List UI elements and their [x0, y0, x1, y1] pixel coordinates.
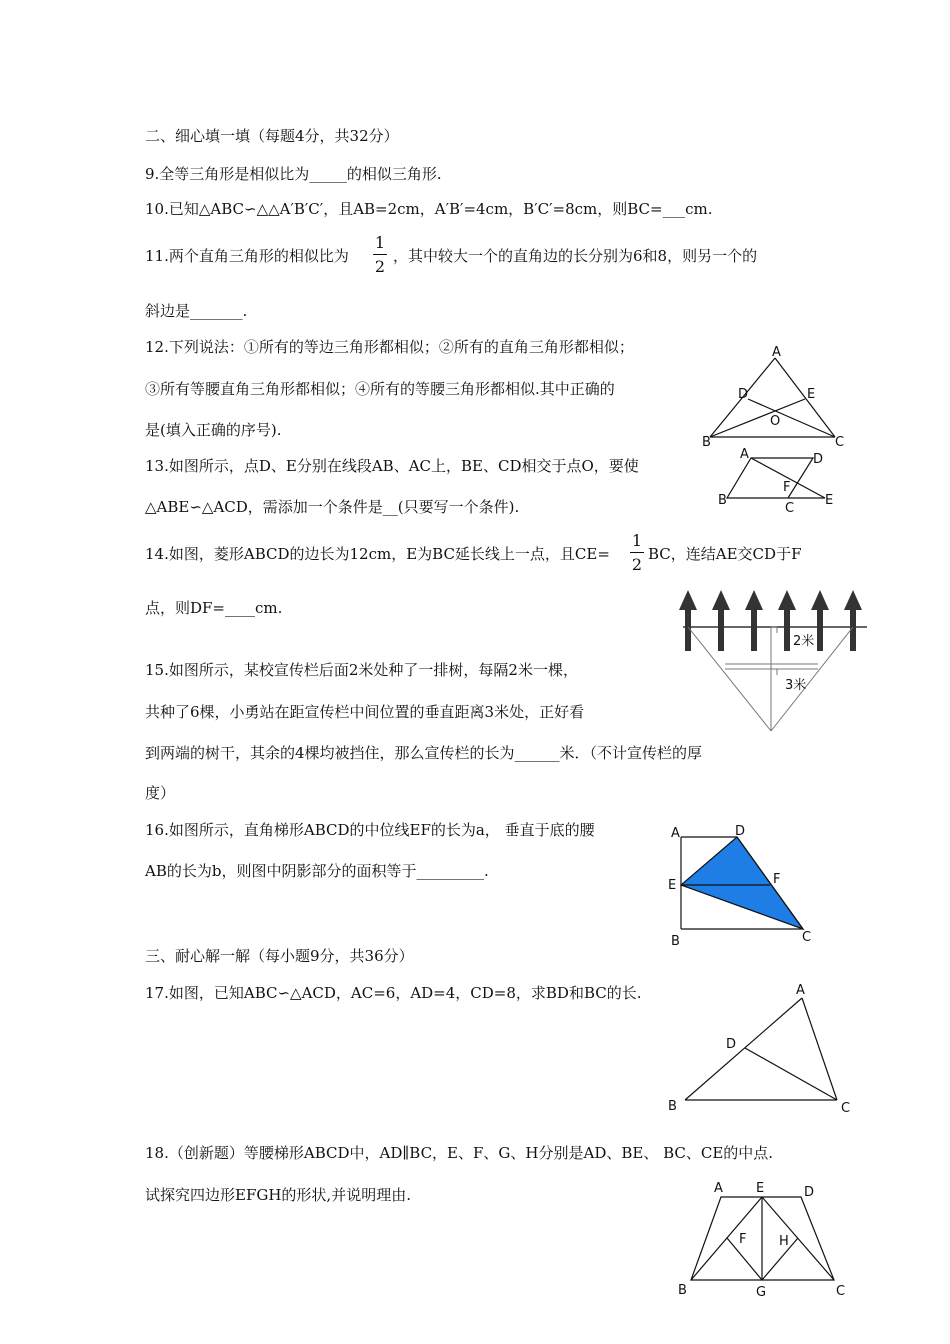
figure-q18-trapezoid: [676, 1178, 876, 1303]
label-E: E: [807, 387, 816, 402]
fraction-numerator: 1: [374, 233, 386, 252]
question-9: 9.全等三角形是相似比为_____的相似三角形.: [145, 165, 442, 183]
question-18-line2: 试探究四边形EFGH的形状,并说明理由.: [145, 1186, 411, 1204]
label-2m: 2米: [793, 634, 815, 649]
fraction-denominator: 2: [374, 257, 386, 276]
fraction-bar: [630, 552, 644, 553]
label-F: F: [783, 480, 791, 495]
fraction-one-half: [373, 233, 387, 276]
question-12-line2: ③所有等腰直角三角形都相似；④所有的等腰三角形都相似.其中正确的: [145, 380, 615, 398]
label-C: C: [785, 501, 795, 516]
fraction-numerator: 1: [631, 531, 643, 550]
figure-q16-trapezoid: [665, 825, 825, 950]
question-16-line1: 16.如图所示，直角梯形ABCD的中位线EF的长为a， 垂直于底的腰: [145, 821, 595, 839]
question-15-line4: 度）: [145, 784, 176, 802]
question-10: 10.已知△ABC∽△△A′B′C′，且AB=2cm，A′B′=4cm，B′C′=8cm，则BC=___cm.: [145, 200, 713, 218]
label-A: A: [714, 1181, 723, 1196]
label-A: A: [740, 447, 749, 462]
section-2-heading: 二、细心填一填（每题4分，共32分）: [145, 127, 399, 145]
fraction-one-half-2: [630, 531, 644, 574]
label-F: F: [773, 872, 781, 887]
label-D: D: [735, 824, 746, 839]
question-11-part1: 11.两个直角三角形的相似比为: [145, 247, 349, 265]
figure-q17-triangle: [662, 978, 862, 1118]
section-3-heading: 三、耐心解一解（每小题9分，共36分）: [145, 947, 414, 965]
label-E: E: [825, 493, 834, 508]
label-C: C: [841, 1101, 851, 1116]
question-17: 17.如图，已知ABC∽△ACD，AC=6，AD=4，CD=8，求BD和BC的长.: [145, 984, 642, 1002]
label-E: E: [756, 1181, 765, 1196]
fraction-bar: [373, 254, 387, 255]
question-15-line1: 15.如图所示，某校宣传栏后面2米处种了一排树，每隔2米一棵，: [145, 661, 578, 679]
question-11-part3: 斜边是_______.: [145, 302, 248, 320]
label-E: E: [668, 878, 677, 893]
question-14-part1: 14.如图，菱形ABCD的边长为12cm，E为BC延长线上一点，且CE=: [145, 545, 610, 563]
question-15-line3: 到两端的树干，其余的4棵均被挡住，那么宣传栏的长为______米．（不计宣传栏的厚: [145, 744, 703, 762]
figure-q14-rhombus: [715, 446, 840, 516]
label-B: B: [671, 934, 680, 949]
question-18-line1: 18.（创新题）等腰梯形ABCD中，AD∥BC，E、F、G、H分别是AD、BE、 BC、CE的中点.: [145, 1144, 774, 1162]
label-O: O: [770, 414, 781, 429]
label-H: H: [779, 1234, 789, 1249]
label-C: C: [835, 435, 845, 450]
figure-q12-triangle: [700, 342, 860, 454]
question-14-part2: BC，连结AE交CD于F: [648, 545, 802, 563]
label-G: G: [756, 1285, 767, 1300]
label-A: A: [671, 826, 680, 841]
label-B: B: [702, 435, 711, 450]
question-14-part3: 点，则DF=____cm.: [145, 599, 283, 617]
label-D: D: [804, 1185, 815, 1200]
label-D: D: [813, 452, 824, 467]
question-13-line1: 13.如图所示，点D、E分别在线段AB、AC上，BE、CD相交于点O，要使: [145, 457, 639, 475]
label-3m: 3米: [785, 678, 807, 693]
figure-q15-trees: [675, 582, 885, 737]
label-B: B: [678, 1283, 687, 1298]
question-15-line2: 共种了6棵，小勇站在距宣传栏中间位置的垂直距离3米处，正好看: [145, 703, 585, 721]
label-B: B: [718, 493, 727, 508]
question-12-line3: 是(填入正确的序号).: [145, 421, 282, 439]
question-13-line2: △ABE∽△ACD，需添加一个条件是__(只要写一个条件).: [145, 498, 520, 516]
label-A: A: [796, 983, 805, 998]
question-11-part2: ，其中较大一个的直角边的长分别为6和8，则另一个的: [393, 247, 758, 265]
label-A: A: [772, 345, 781, 360]
label-D: D: [726, 1037, 737, 1052]
question-16-line2: AB的长为b，则图中阴影部分的面积等于_________.: [145, 862, 489, 880]
label-F: F: [739, 1232, 747, 1247]
fraction-denominator: 2: [631, 555, 643, 574]
label-D: D: [738, 387, 749, 402]
label-B: B: [668, 1099, 677, 1114]
question-12-line1: 12.下列说法：①所有的等边三角形都相似；②所有的直角三角形都相似；: [145, 338, 634, 356]
label-C: C: [802, 930, 812, 945]
label-C: C: [836, 1284, 846, 1299]
